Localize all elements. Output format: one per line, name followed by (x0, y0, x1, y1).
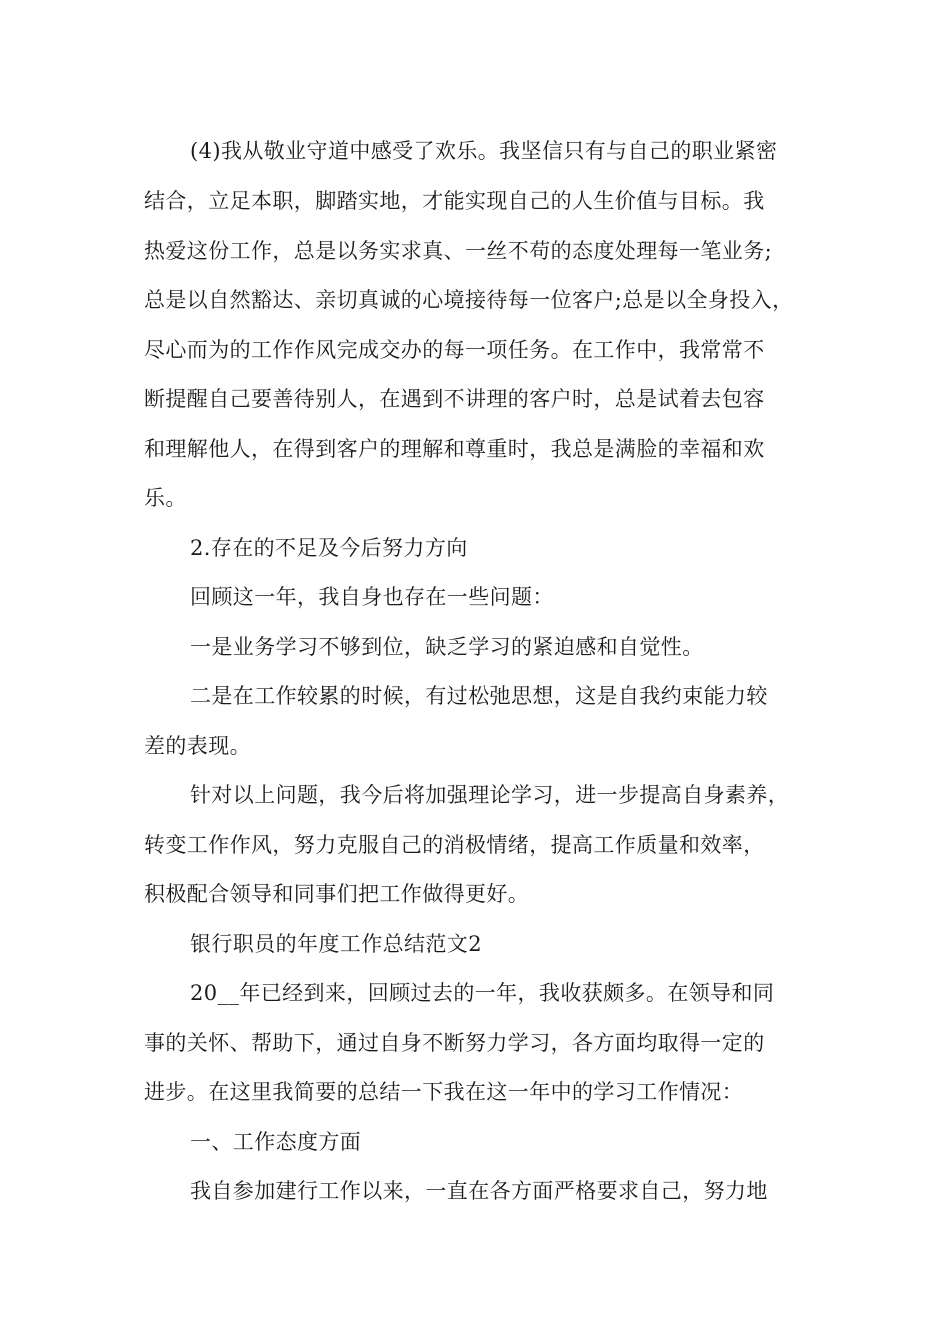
paragraph-line: 回顾这一年，我自身也存在一些问题： (190, 585, 554, 609)
paragraph-line: 转变工作作风，努力克服自己的消极情绪，提高工作质量和效率， (144, 833, 765, 857)
paragraph-line: 总是以自然豁达、亲切真诚的心境接待每一位客户;总是以全身投入， (144, 288, 794, 312)
section-heading: 一、工作态度方面 (190, 1130, 362, 1154)
paragraph-line: 二是在工作较累的时候，有过松弛思想，这是自我约束能力较 (190, 684, 768, 708)
paragraph-line: 一是业务学习不够到位，缺乏学习的紧迫感和自觉性。 (190, 635, 704, 659)
paragraph-line: 乐。 (144, 486, 187, 510)
paragraph-line: 尽心而为的工作作风完成交办的每一项任务。在工作中，我常常不 (144, 338, 765, 362)
paragraph-line: 差的表现。 (144, 734, 251, 758)
paragraph-line: 断提醒自己要善待别人，在遇到不讲理的客户时，总是试着去包容 (144, 387, 765, 411)
paragraph-line: 积极配合领导和同事们把工作做得更好。 (144, 882, 530, 906)
paragraph-line: (4)我从敬业守道中感受了欢乐。我坚信只有与自己的职业紧密 (190, 139, 778, 163)
paragraph-line: 结合，立足本职，脚踏实地，才能实现自己的人生价值与目标。我 (144, 189, 765, 213)
paragraph-line: 进步。在这里我简要的总结一下我在这一年中的学习工作情况： (144, 1080, 744, 1104)
paragraph-line: 事的关怀、帮助下，通过自身不断努力学习，各方面均取得一定的 (144, 1031, 765, 1055)
paragraph-line: 和理解他人，在得到客户的理解和尊重时，我总是满脸的幸福和欢 (144, 437, 765, 461)
section-heading: 2.存在的不足及今后努力方向 (190, 536, 468, 560)
paragraph-line: 20__年已经到来，回顾过去的一年，我收获颇多。在领导和同 (190, 981, 775, 1005)
paragraph-line: 针对以上问题，我今后将加强理论学习，进一步提高自身素养， (190, 783, 790, 807)
paragraph-line: 热爱这份工作，总是以务实求真、一丝不苟的态度处理每一笔业务; (144, 239, 773, 263)
section-title: 银行职员的年度工作总结范文2 (190, 932, 482, 956)
paragraph-line: 我自参加建行工作以来，一直在各方面严格要求自己，努力地 (190, 1179, 768, 1203)
